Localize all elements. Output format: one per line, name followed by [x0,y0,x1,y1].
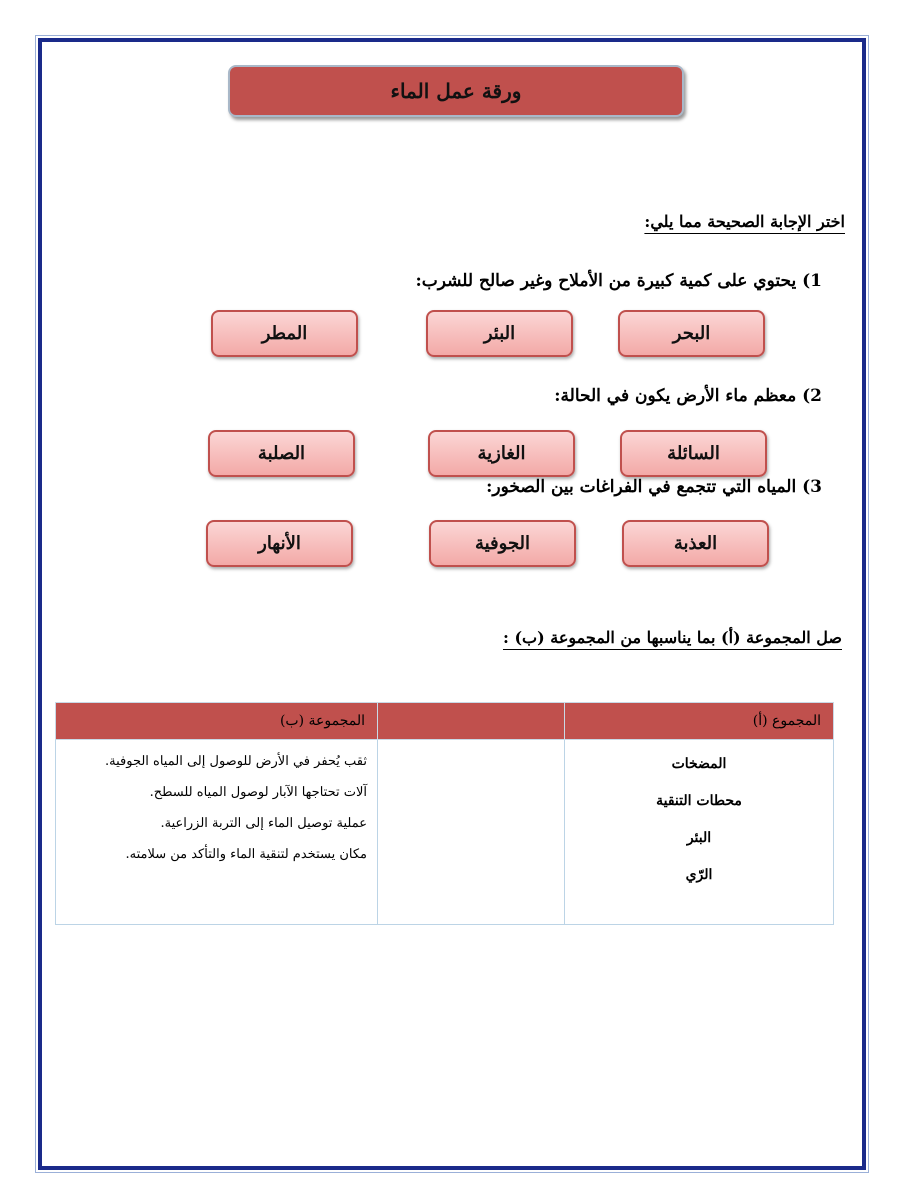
group-b-item: آلات تحتاجها الآبار لوصول المياه للسطح. [149,785,367,800]
group-b-item: عملية توصيل الماء إلى التربة الزراعية. [160,816,367,831]
option-button[interactable]: العذبة [622,520,769,567]
option-button[interactable]: الأنهار [206,520,353,567]
option-button[interactable]: المطر [211,310,358,357]
group-a-item: المضخات [671,756,727,772]
question-3: 3) المياه التي تتجمع في الفراغات بين الصخور: [486,477,822,497]
group-a-cell [565,740,834,925]
group-b-cell [56,740,378,925]
worksheet-title: ورقة عمل الماء [228,65,684,117]
section1-heading: اختر الإجابة الصحيحة مما يلي: [644,212,845,231]
option-button[interactable]: البئر [426,310,573,357]
option-button[interactable]: السائلة [620,430,767,477]
matching-table [55,702,834,925]
page-border [38,38,866,1170]
group-a-item: الرّي [685,867,713,883]
group-a-item: محطات التنقية [656,793,742,809]
group-b-item: ثقب يُحفر في الأرض للوصول إلى المياه الجوفية. [104,754,367,769]
header-group-b: المجموعة (ب) [56,703,378,740]
question-1: 1) يحتوي على كمية كبيرة من الأملاح وغير صالح للشرب: [415,271,822,291]
section2-heading: صل المجموعة (أ) بما يناسبها من المجموعة (ب) : [502,628,842,647]
option-button[interactable]: الغازية [428,430,575,477]
option-button[interactable]: الجوفية [429,520,576,567]
group-a-item: البئر [686,830,712,846]
option-button[interactable]: الصلبة [208,430,355,477]
option-button[interactable]: البحر [618,310,765,357]
group-b-item: مكان يستخدم لتنقية الماء والتأكد من سلامته. [125,847,367,862]
header-group-a: المجموع (أ) [565,703,834,740]
answer-cell[interactable] [378,740,565,925]
question-2: 2) معظم ماء الأرض يكون في الحالة: [554,386,822,406]
header-blank [378,703,565,740]
